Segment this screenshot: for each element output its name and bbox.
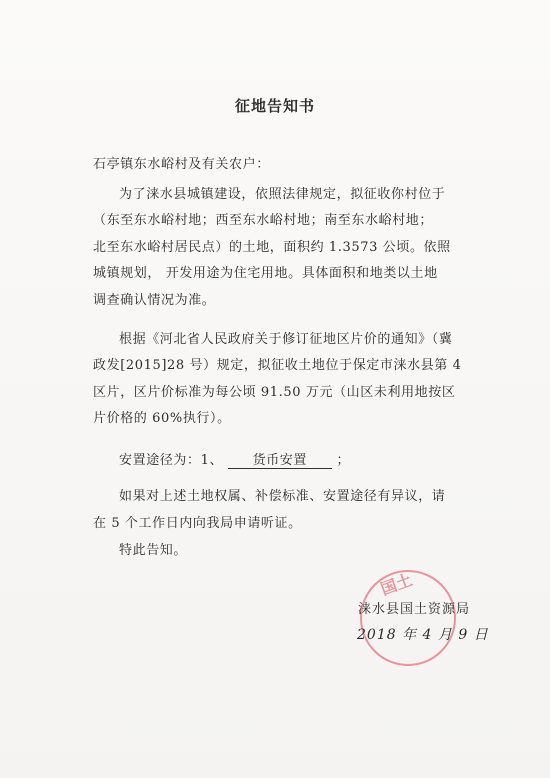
- signature-organization: 涞水县国土资源局: [358, 602, 471, 617]
- paragraph-2-line-2: 政发[2015]28 号）规定，拟征收土地位于保定市涞水县第 4: [93, 358, 462, 373]
- paragraph-1-line-3: 北至东水峪村居民点）的土地，面积约 1.3573 公顷。依照: [93, 240, 451, 255]
- closing-line: 特此告知。: [119, 543, 188, 558]
- official-seal-text: 国土: [378, 570, 415, 599]
- paragraph-2-line-1: 根据《河北省人民政府关于修订征地区片价的通知》（冀: [119, 332, 453, 347]
- document-title: 征地告知书: [234, 97, 315, 115]
- paragraph-2-line-3: 区片，区片价标准为每公顷 91.50 万元（山区未利用地按区: [93, 385, 456, 400]
- paragraph-1-line-4: 城镇规划， 开发用途为住宅用地。具体面积和地类以土地: [93, 266, 438, 281]
- resettlement-prefix: 安置途径为：1、: [119, 453, 224, 468]
- resettlement-line: [119, 449, 350, 469]
- paragraph-4-line-2: 在 5 个工作日内向我局申请听证。: [93, 516, 302, 531]
- paragraph-4-line-1: 如果对上述土地权属、补偿标准、安置途径有异议，请: [119, 489, 446, 504]
- paragraph-1-line-2: （东至东水峪村地；西至东水峪村地；南至东水峪村地；: [93, 213, 434, 228]
- resettlement-suffix: ；: [336, 453, 351, 468]
- paragraph-2-line-4: 片价格的 60%执行）。: [93, 411, 231, 426]
- signature-date: 2018 年 4 月 9 日: [357, 627, 489, 643]
- resettlement-method: 货币安置: [228, 454, 332, 469]
- recipient-line: 石亭镇东水峪村及有关农户：: [93, 157, 270, 172]
- paragraph-1-line-1: 为了涞水县城镇建设，依照法律规定，拟征收你村位于: [119, 187, 446, 202]
- paragraph-1-line-5: 调查确认情况为准。: [93, 293, 216, 308]
